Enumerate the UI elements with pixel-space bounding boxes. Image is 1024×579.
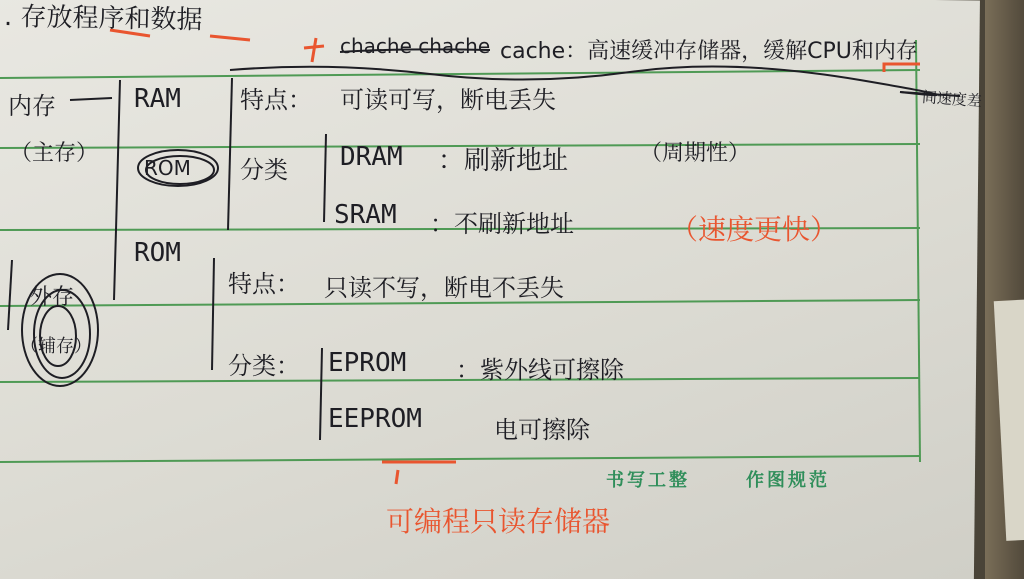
eprom-desc: ：紫外线可擦除 xyxy=(456,356,624,384)
margin-line xyxy=(916,40,920,462)
eeprom-desc: 电可擦除 xyxy=(494,416,590,444)
ram-label: RAM xyxy=(134,84,181,114)
eprom-name: EPROM xyxy=(328,348,407,378)
red-underline xyxy=(396,470,398,484)
red-underline xyxy=(210,36,250,40)
cache-scribble: chache chache xyxy=(340,34,491,58)
cache-definition: cache：高速缓冲存储器，缓解CPU和内存 xyxy=(500,39,918,64)
rom-bottom-note: 可编程只读存储器 xyxy=(386,505,611,538)
label-external-memory: 外存 xyxy=(30,285,75,310)
rom-feature-label: 特点： xyxy=(228,270,300,298)
sram-note: （速度更快） xyxy=(670,213,839,246)
ruled-line xyxy=(0,456,920,462)
dram-desc: ：刷新地址 xyxy=(438,146,569,176)
ram-classify-label: 分类 xyxy=(240,156,288,184)
arrow-stroke xyxy=(70,98,112,100)
rom-classify-label: 分类： xyxy=(228,352,300,380)
brace xyxy=(114,80,120,300)
rom-label: ROM xyxy=(134,238,181,268)
sram-name: SRAM xyxy=(334,200,397,230)
header-fragment: . 存放程序和数据 xyxy=(3,2,203,36)
dram-note: （周期性） xyxy=(640,141,751,166)
notebook-slogan-left: 书写工整 xyxy=(606,470,690,490)
sram-desc: ：不刷新地址 xyxy=(430,210,574,238)
brace xyxy=(228,78,232,230)
label-internal-memory: 内存 xyxy=(8,92,56,120)
eeprom-name: EEPROM xyxy=(328,404,422,434)
ram-scribble: ROM xyxy=(144,156,191,180)
ram-feature: 可读可写，断电丢失 xyxy=(340,86,556,114)
brace xyxy=(8,260,12,330)
cache-margin-note: 间速度差 xyxy=(921,88,983,111)
red-star xyxy=(304,38,324,62)
notebook-slogan-right: 作图规范 xyxy=(746,470,830,490)
brace xyxy=(320,348,322,440)
rom-feature: 只读不写，断电不丢失 xyxy=(324,274,564,302)
dram-name: DRAM xyxy=(340,142,403,172)
label-main-memory: （主存） xyxy=(10,141,99,166)
label-auxiliary: （辅存） xyxy=(20,336,92,357)
ram-feature-label: 特点： xyxy=(240,86,312,114)
brace xyxy=(212,258,214,370)
